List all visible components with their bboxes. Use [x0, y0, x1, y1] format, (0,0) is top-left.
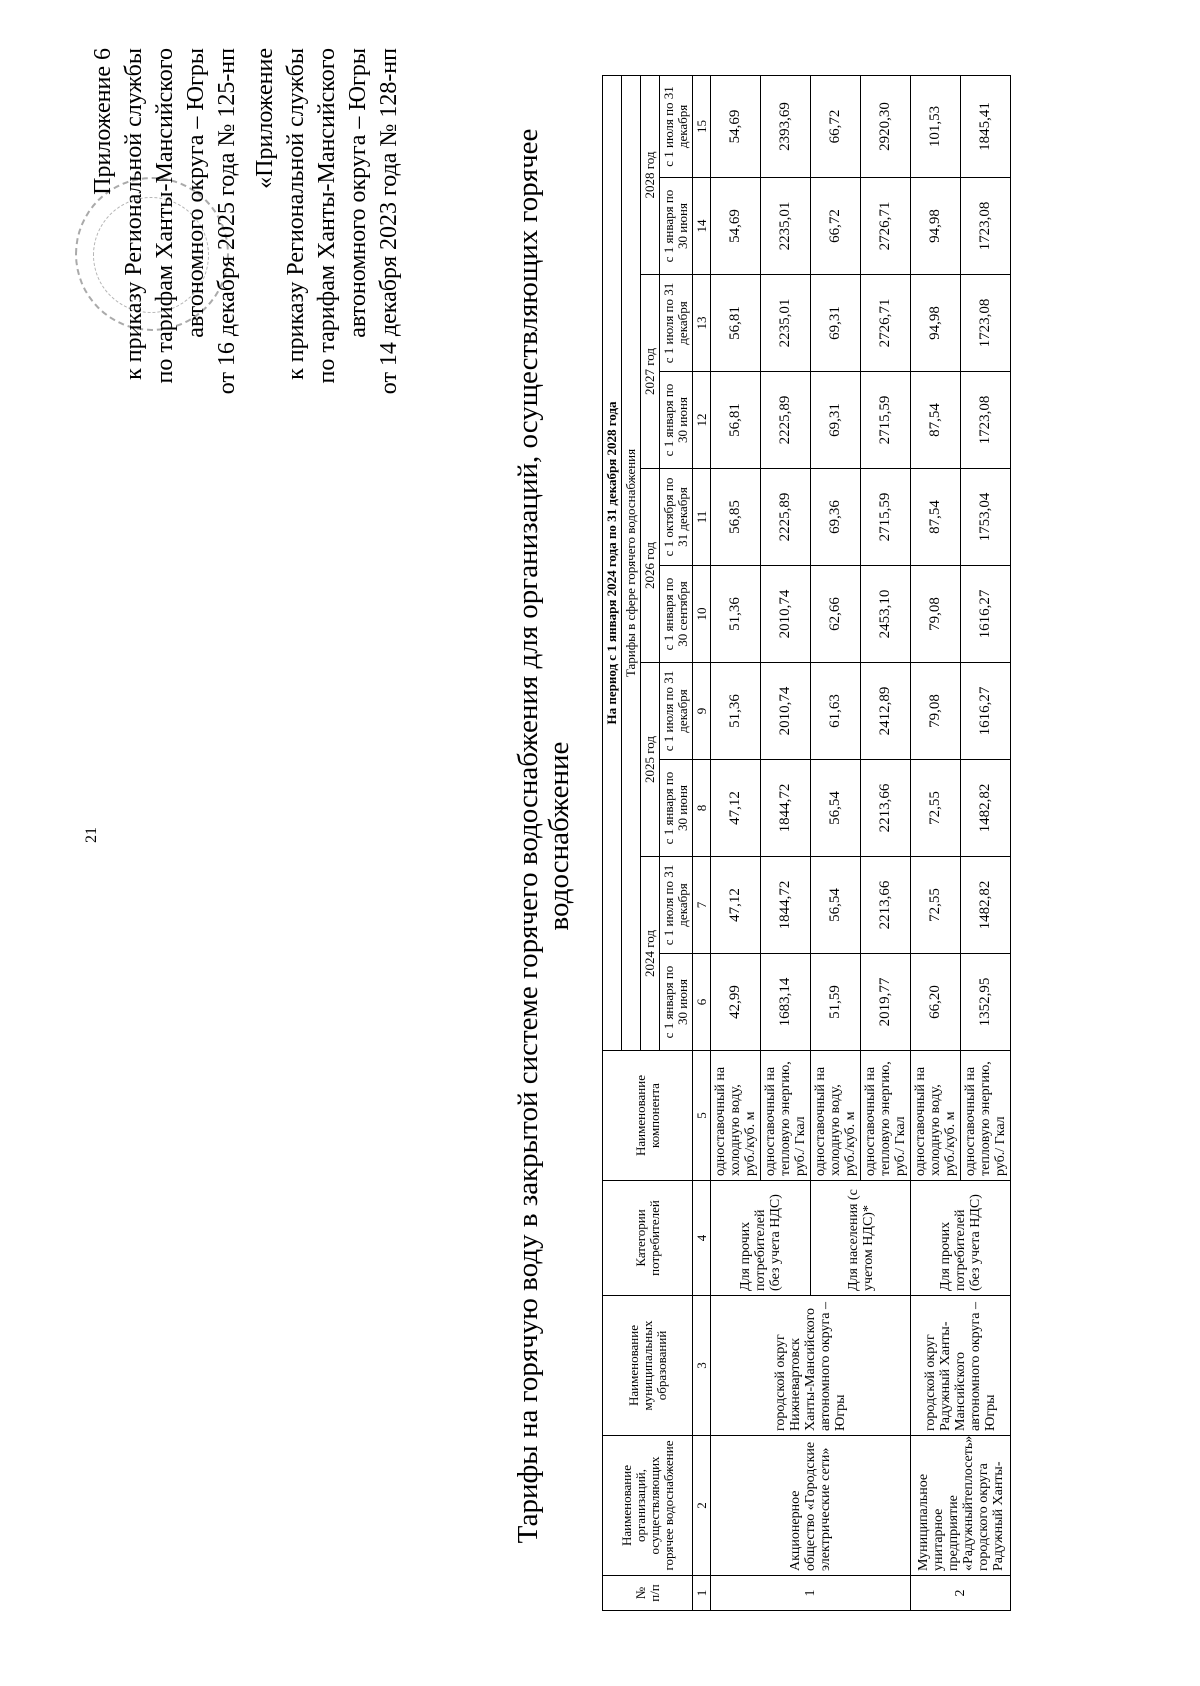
tariff-value: 51,36 [711, 566, 761, 663]
tariff-value: 2010,74 [761, 566, 811, 663]
tariff-value: 94,98 [911, 275, 961, 372]
column-number: 4 [693, 1181, 711, 1296]
tariff-value: 66,20 [911, 954, 961, 1051]
category-name: Для прочих потребителей (без учета НДС) [711, 1181, 811, 1296]
tariff-value: 42,99 [711, 954, 761, 1051]
page-number: 21 [83, 827, 100, 843]
tariff-value: 79,08 [911, 566, 961, 663]
tariff-value: 1616,27 [961, 566, 1011, 663]
tariff-value: 1723,08 [961, 178, 1011, 275]
header-year: 2027 год [641, 275, 660, 469]
header-subperiod: с 1 июля по 31 декабря [660, 663, 693, 760]
header-year: 2026 год [641, 469, 660, 663]
tariff-value: 101,53 [911, 75, 961, 177]
header-subperiod: с 1 июля по 31 декабря [660, 857, 693, 954]
header-subperiod: с 1 июля по 31 декабря [660, 275, 693, 372]
header-category: Категории потребителей [603, 1181, 693, 1296]
header-municipality: Наименование муниципальных образований [603, 1296, 693, 1436]
tariff-value: 66,72 [811, 178, 861, 275]
column-number: 7 [693, 857, 711, 954]
tariff-value: 94,98 [911, 178, 961, 275]
tariff-value: 2019,77 [861, 954, 911, 1051]
header-subperiod: с 1 января по 30 июня [660, 372, 693, 469]
tariff-value: 72,55 [911, 857, 961, 954]
annex-line: по тарифам Ханты-Мансийского [314, 48, 340, 384]
component-name: одноставочный на холодную воду, руб./куб. м [711, 1051, 761, 1181]
tariff-value: 72,55 [911, 760, 961, 857]
tariff-value: 2726,71 [861, 275, 911, 372]
tariff-value: 87,54 [911, 372, 961, 469]
tariff-value: 1723,08 [961, 275, 1011, 372]
column-number: 14 [693, 178, 711, 275]
row-num: 2 [911, 1576, 1011, 1611]
tariff-value: 1352,95 [961, 954, 1011, 1051]
column-number-row [693, 75, 711, 1610]
tariff-value: 2726,71 [861, 178, 911, 275]
tariff-value: 56,85 [711, 469, 761, 566]
column-number: 8 [693, 760, 711, 857]
header-year: 2028 год [641, 75, 660, 274]
column-number: 6 [693, 954, 711, 1051]
column-number: 3 [693, 1296, 711, 1436]
header-year: 2025 год [641, 663, 660, 857]
org-name: Акционерное общество «Городские электрические сети» [711, 1436, 911, 1576]
header-num: № п/п [603, 1576, 693, 1611]
column-number: 9 [693, 663, 711, 760]
header-subperiod: с 1 июля по 31 декабря [660, 75, 693, 177]
header-component: Наименование компонента [603, 1051, 693, 1181]
component-name: одноставочный на тепловую энергию, руб./ Гкал [961, 1051, 1011, 1181]
component-name: одноставочный на холодную воду, руб./куб. м [911, 1051, 961, 1181]
tariff-value: 1683,14 [761, 954, 811, 1051]
column-number: 15 [693, 75, 711, 177]
tariff-value: 2213,66 [861, 760, 911, 857]
row-num: 1 [711, 1576, 911, 1611]
table-row [911, 75, 961, 1610]
tariff-value: 51,36 [711, 663, 761, 760]
tariff-value: 69,31 [811, 372, 861, 469]
tariff-value: 2393,69 [761, 75, 811, 177]
annex-line: автономного округа – Югры [183, 48, 209, 338]
tariff-value: 1845,41 [961, 75, 1011, 177]
header-subperiod: с 1 января по 30 июня [660, 178, 693, 275]
tariff-value: 2235,01 [761, 275, 811, 372]
header-year: 2024 год [641, 857, 660, 1051]
tariff-value: 1723,08 [961, 372, 1011, 469]
tariff-value: 56,54 [811, 760, 861, 857]
title-line: водоснабжение [543, 741, 575, 931]
column-number: 2 [693, 1436, 711, 1576]
tariff-value: 2010,74 [761, 663, 811, 760]
annex-line: к приказу Региональной службы [121, 48, 147, 380]
column-number: 11 [693, 469, 711, 566]
tariff-value: 87,54 [911, 469, 961, 566]
column-number: 1 [693, 1576, 711, 1611]
tariff-value: 56,81 [711, 275, 761, 372]
tariff-value: 56,54 [811, 857, 861, 954]
component-name: одноставочный на холодную воду, руб./куб. м [811, 1051, 861, 1181]
tariff-value: 2225,89 [761, 372, 811, 469]
header-period: На период с 1 января 2024 года по 31 декабря 2028 года [603, 75, 622, 1050]
component-name: одноставочный на тепловую энергию, руб./ Гкал [761, 1051, 811, 1181]
tariff-value: 2453,10 [861, 566, 911, 663]
tariff-value: 51,59 [811, 954, 861, 1051]
header-subperiod: с 1 января по 30 сентября [660, 566, 693, 663]
column-number: 12 [693, 372, 711, 469]
tariff-value: 2715,59 [861, 469, 911, 566]
tariff-value: 1616,27 [961, 663, 1011, 760]
header-subperiod: с 1 января по 30 июня [660, 760, 693, 857]
municipality-name: городской округ Радужный Ханты-Мансийского автономного округа – Югры [911, 1296, 1011, 1436]
annex-header-original [250, 48, 405, 394]
category-name: Для прочих потребителей (без учета НДС) [911, 1181, 1011, 1296]
tariff-value: 56,81 [711, 372, 761, 469]
tariff-value: 2235,01 [761, 178, 811, 275]
annex-line: автономного округа – Югры [345, 48, 371, 338]
annex-line: к приказу Региональной службы [283, 48, 309, 380]
title-line: Тарифы на горячую воду в закрытой системе горячего водоснабжения для организаций, осуществляющих горячее [512, 128, 544, 1544]
header-subperiod: с 1 января по 30 июня [660, 954, 693, 1051]
annex-line: от 14 декабря 2023 года № 128-нп [376, 48, 402, 395]
tariff-value: 69,36 [811, 469, 861, 566]
tariff-value: 1753,04 [961, 469, 1011, 566]
annex-line: от 16 декабря 2025 года № 125-нп [214, 48, 240, 395]
annex-line: по тарифам Ханты-Мансийского [152, 48, 178, 384]
tariff-value: 47,12 [711, 760, 761, 857]
tariff-value: 47,12 [711, 857, 761, 954]
tariff-value: 2225,89 [761, 469, 811, 566]
tariff-value: 54,69 [711, 178, 761, 275]
table-row [711, 75, 761, 1610]
tariff-value: 2920,30 [861, 75, 911, 177]
tariff-value: 61,63 [811, 663, 861, 760]
municipality-name: городской округ Нижневартовск Ханты-Мансийского автономного округа – Югры [711, 1296, 911, 1436]
tariff-value: 2715,59 [861, 372, 911, 469]
tariff-value: 1844,72 [761, 857, 811, 954]
category-name: Для населения (с учетом НДС)* [811, 1181, 911, 1296]
header-tariffs: Тарифы в сфере горячего водоснабжения [622, 75, 641, 1050]
tariff-value: 1844,72 [761, 760, 811, 857]
tariff-value: 2213,66 [861, 857, 911, 954]
tariff-table [602, 75, 1011, 1611]
org-name: Муниципальное унитарное предприятие «Радужныйтеплосеть» городского округа Радужный Ханты- [911, 1436, 1011, 1576]
tariff-value: 54,69 [711, 75, 761, 177]
column-number: 10 [693, 566, 711, 663]
header-org: Наименование организаций, осуществляющих горячее водоснабжение [603, 1436, 693, 1576]
document-title [513, 116, 575, 1556]
column-number: 13 [693, 275, 711, 372]
component-name: одноставочный на тепловую энергию, руб./ Гкал [861, 1051, 911, 1181]
tariff-value: 79,08 [911, 663, 961, 760]
tariff-value: 2412,89 [861, 663, 911, 760]
tariff-value: 66,72 [811, 75, 861, 177]
tariff-value: 62,66 [811, 566, 861, 663]
tariff-value: 69,31 [811, 275, 861, 372]
tariff-value: 1482,82 [961, 857, 1011, 954]
annex-line: «Приложение [252, 48, 278, 189]
header-subperiod: с 1 октября по 31 декабря [660, 469, 693, 566]
tariff-value: 1482,82 [961, 760, 1011, 857]
annex-line: Приложение 6 [90, 48, 116, 195]
column-number: 5 [693, 1051, 711, 1181]
annex-header-current [88, 48, 243, 394]
